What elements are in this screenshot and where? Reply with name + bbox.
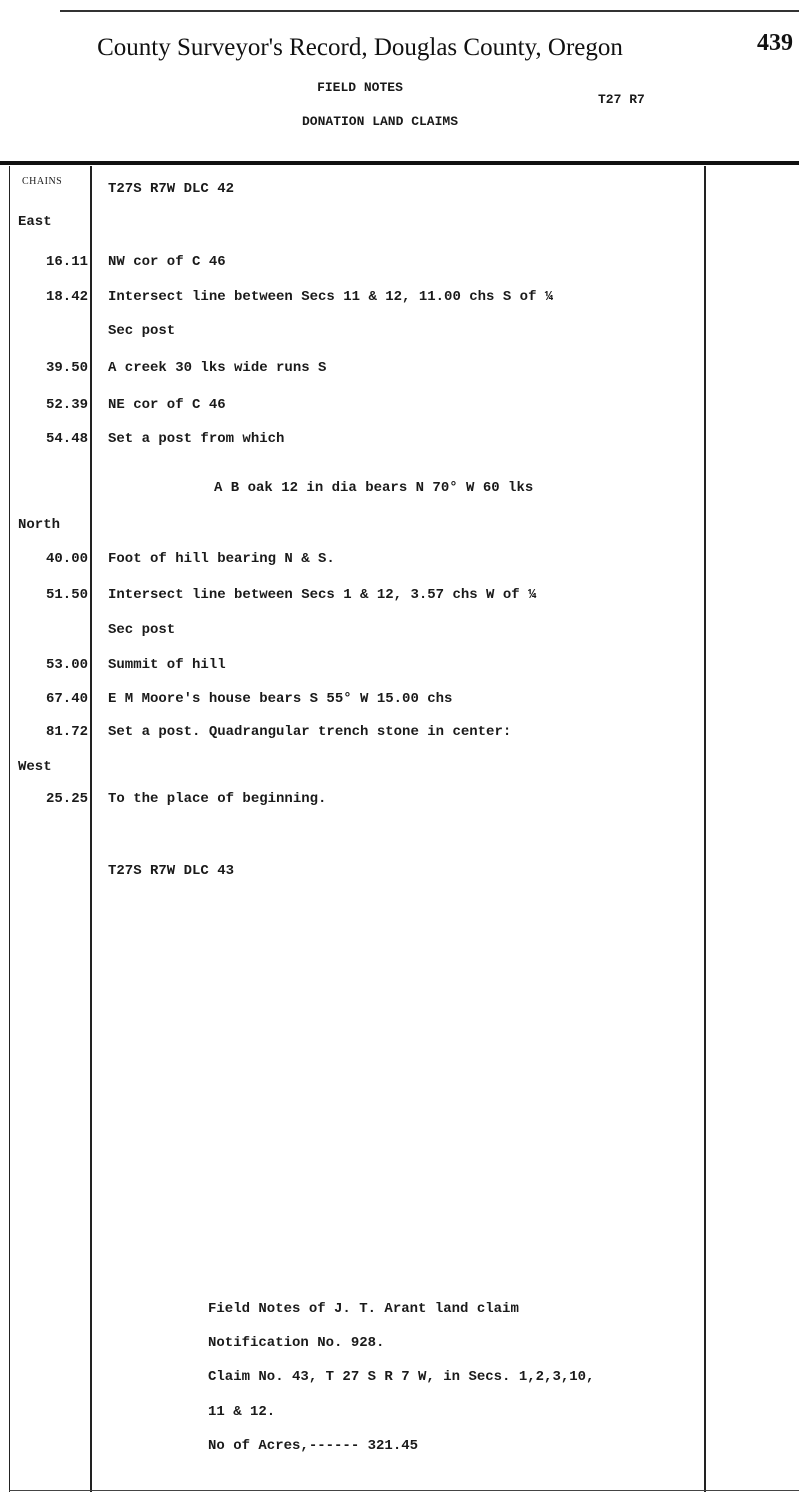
survey-note: Sec post	[108, 622, 176, 638]
chain-distance: 40.00	[45, 551, 88, 567]
direction-heading: East	[18, 214, 52, 230]
survey-note: Foot of hill bearing N & S.	[108, 551, 335, 567]
survey-note: E M Moore's house bears S 55° W 15.00 chs	[108, 691, 453, 707]
claim-heading-dlc-42: T27S R7W DLC 42	[108, 181, 235, 197]
footer-note-line: Field Notes of J. T. Arant land claim	[208, 1301, 519, 1317]
chain-distance: 81.72	[45, 724, 88, 740]
footer-note-line: Notification No. 928.	[208, 1335, 385, 1351]
page-number: 439	[757, 30, 793, 56]
chain-distance: 51.50	[45, 587, 88, 603]
footer-note-line: 11 & 12.	[208, 1404, 276, 1420]
bottom-rule	[9, 1490, 799, 1491]
subtitle-field-notes: FIELD NOTES	[317, 80, 403, 95]
footer-note-line: Claim No. 43, T 27 S R 7 W, in Secs. 1,2,3,10,	[208, 1369, 595, 1385]
chain-distance: 18.42	[45, 289, 88, 305]
chain-distance: 39.50	[45, 360, 88, 376]
survey-note: Intersect line between Secs 11 & 12, 11.00 chs S of ¼	[108, 289, 554, 305]
survey-note: A B oak 12 in dia bears N 70° W 60 lks	[214, 480, 534, 496]
header-rule	[0, 161, 799, 165]
survey-note: A creek 30 lks wide runs S	[108, 360, 327, 376]
direction-heading: West	[18, 759, 52, 775]
chain-distance: 25.25	[45, 791, 88, 807]
left-border	[9, 166, 10, 1492]
record-title: County Surveyor's Record, Douglas County, Oregon	[97, 34, 623, 61]
survey-note: NW cor of C 46	[108, 254, 226, 270]
chain-distance: 67.40	[45, 691, 88, 707]
township-range-code: T27 R7	[598, 92, 645, 107]
claim-heading-dlc-43: T27S R7W DLC 43	[108, 863, 235, 879]
subtitle-donation-land-claims: DONATION LAND CLAIMS	[301, 114, 459, 129]
survey-note: Set a post from which	[108, 431, 285, 447]
chain-distance: 16.11	[45, 254, 88, 270]
survey-note: Sec post	[108, 323, 176, 339]
chains-column-divider	[90, 166, 92, 1492]
survey-note: Set a post. Quadrangular trench stone in center:	[108, 724, 512, 740]
direction-heading: North	[18, 517, 61, 533]
chain-distance: 53.00	[45, 657, 88, 673]
footer-note-acres: No of Acres,------ 321.45	[208, 1438, 419, 1454]
top-rule	[60, 10, 799, 12]
right-margin-divider	[704, 166, 706, 1492]
chain-distance: 52.39	[45, 397, 88, 413]
chains-column-header: CHAINS	[22, 176, 63, 187]
survey-note: Intersect line between Secs 1 & 12, 3.57 chs W of ¼	[108, 587, 537, 603]
chain-distance: 54.48	[45, 431, 88, 447]
survey-note: To the place of beginning.	[108, 791, 327, 807]
survey-note: NE cor of C 46	[108, 397, 226, 413]
survey-note: Summit of hill	[108, 657, 226, 673]
